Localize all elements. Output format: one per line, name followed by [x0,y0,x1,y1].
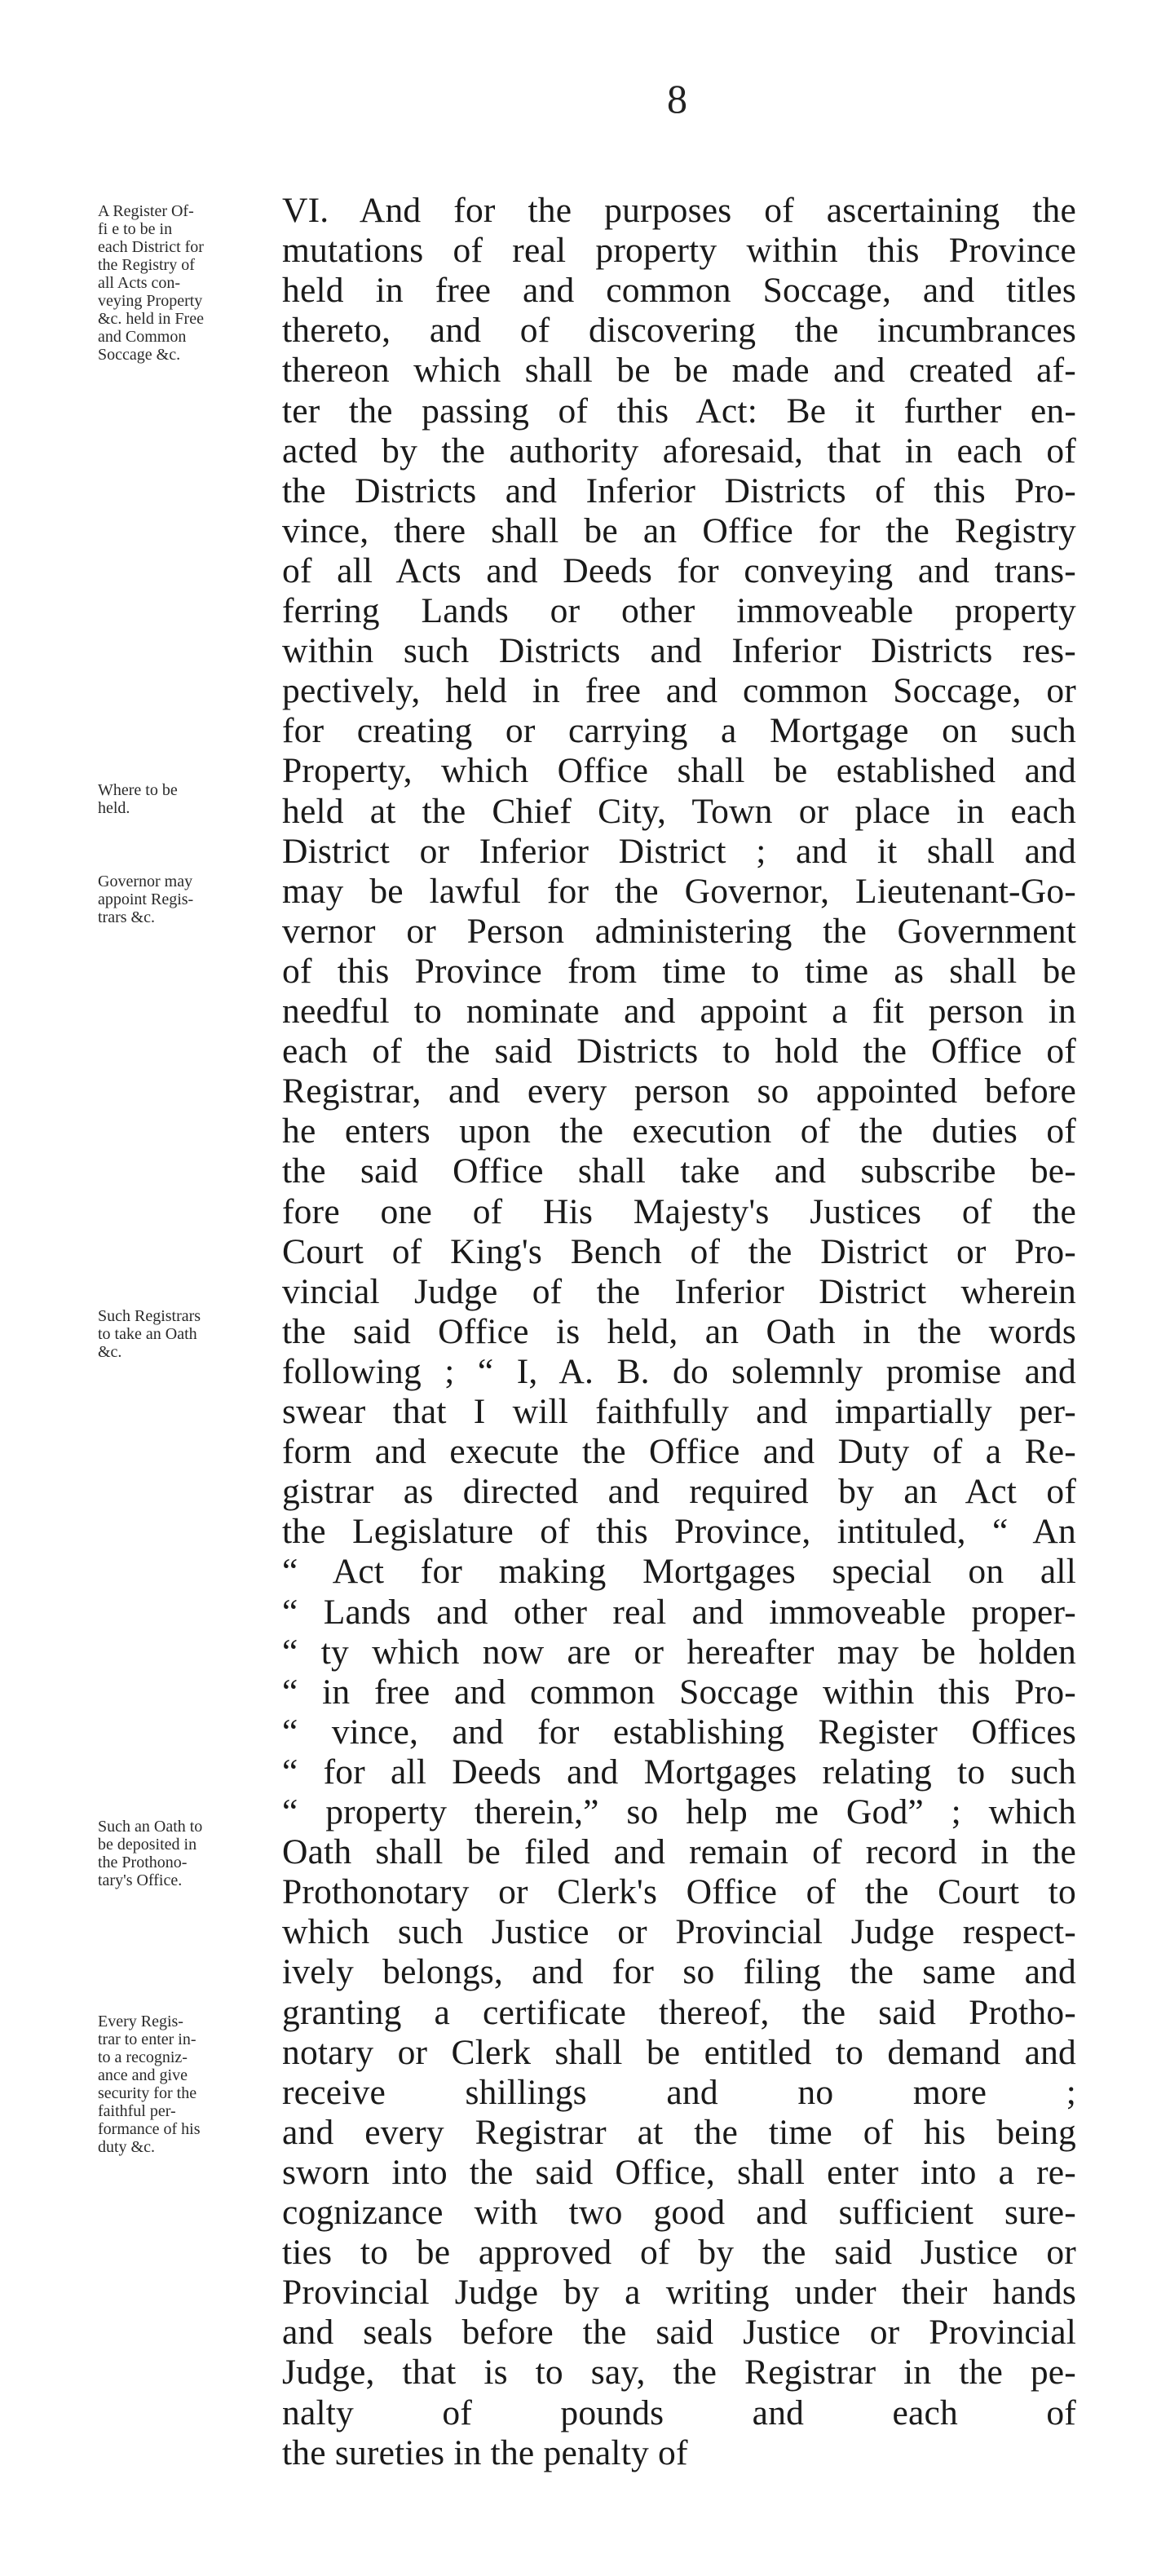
body-line: VI. And for the purposes of ascertaining the [282,191,1076,230]
body-line: the sureties in the penalty of [282,2432,688,2472]
body-line: of this Province from time to time as shall be [282,951,1076,991]
body-line: granting a certificate thereof, the said Protho- [282,1992,1076,2032]
body-line: Oath shall be filed and remain of record in the [282,1832,1076,1872]
margin-note-line: security for the [98,2084,197,2102]
body-line: form and execute the Office and Duty of a Re- [282,1432,1076,1472]
margin-note-line: Such an Oath to [98,1818,203,1836]
body-line: he enters upon the execution of the duties of [282,1111,1076,1151]
margin-note-line: trars &c. [98,908,155,926]
margin-note-line: ance and give [98,2066,188,2084]
margin-note-line: &c. [98,1343,122,1361]
margin-note-line: Soccage &c. [98,346,181,364]
margin-note-line: to take an Oath [98,1325,197,1343]
margin-note-oath-deposited [98,1818,287,1889]
margin-note-governor-appoint [98,873,287,926]
body-line: “ vince, and for establishing Register Offices [282,1712,1076,1752]
margin-note-line: veying Property [98,292,203,310]
body-line: the said Office shall take and subscribe be- [282,1151,1076,1191]
body-line: vince, there shall be an Office for the Registry [282,510,1076,550]
body-line: Prothonotary or Clerk's Office of the Court to [282,1872,1076,1912]
body-line: sworn into the said Office, shall enter into a re- [282,2152,1076,2192]
margin-note-line: appoint Regis- [98,890,194,908]
body-line: gistrar as directed and required by an Act of [282,1472,1076,1512]
margin-note-registrars-oath [98,1307,287,1361]
body-line: pectively, held in free and common Soccage, or [282,671,1076,711]
margin-note-line: Every Regis- [98,2013,183,2030]
body-line: thereto, and of discovering the incumbrances [282,311,1076,351]
body-line: the Legislature of this Province, intituled, “ An [282,1512,1076,1552]
margin-note-line: the Prothono- [98,1854,188,1871]
body-line: ively belongs, and for so filing the same and [282,1952,1076,1992]
body-line: ter the passing of this Act: Be it further en- [282,391,1076,431]
margin-note-line: Where to be [98,781,178,799]
body-line: ferring Lands or other immoveable property [282,591,1076,630]
body-line: held at the Chief City, Town or place in each [282,791,1076,831]
body-line: ties to be approved of by the said Justice or [282,2233,1076,2273]
margin-note-line: and Common [98,328,187,346]
body-line: “ in free and common Soccage within this Pro- [282,1672,1076,1712]
margin-note-line: each District for [98,238,204,256]
margin-note-recognizance [98,2013,287,2156]
margin-note-line: &c. held in Free [98,310,204,328]
body-line: the Districts and Inferior Districts of this Pro- [282,471,1076,510]
body-line: held in free and common Soccage, and titles [282,271,1076,311]
body-line: vernor or Person administering the Government [282,911,1076,951]
body-line: “ Act for making Mortgages special on all [282,1552,1076,1592]
body-line: each of the said Districts to hold the Office of [282,1032,1076,1071]
body-line: “ property therein,” so help me God” ; which [282,1792,1076,1831]
body-line: vincial Judge of the Inferior District wherein [282,1271,1076,1311]
body-line: swear that I will faithfully and impartially per- [282,1392,1076,1431]
body-line: of all Acts and Deeds for conveying and trans- [282,550,1076,590]
margin-note-line: duty &c. [98,2138,155,2156]
margin-note-line: the Registry of [98,256,195,274]
body-line: and every Registrar at the time of his being [282,2112,1076,2152]
body-line: acted by the authority aforesaid, that in each of [282,431,1076,471]
body-line: for creating or carrying a Mortgage on such [282,711,1076,751]
body-line: receive shillings and no more ; [282,2072,1076,2112]
margin-note-line: Governor may [98,873,193,890]
margin-note-line: all Acts con- [98,274,181,292]
body-line: the said Office is held, an Oath in the words [282,1311,1076,1351]
margin-note-line: A Register Of- [98,202,194,220]
body-line: “ for all Deeds and Mortgages relating to such [282,1752,1076,1792]
body-line: “ ty which now are or hereafter may be holden [282,1632,1076,1672]
margin-note-line: formance of his [98,2120,201,2138]
body-line: and seals before the said Justice or Provincial [282,2313,1076,2353]
body-line: cognizance with two good and sufficient sure- [282,2193,1076,2232]
margin-note-registry-office [98,202,287,364]
margin-note-line: to a recogniz- [98,2048,188,2066]
body-line: which such Justice or Provincial Judge respect- [282,1912,1076,1952]
margin-note-line: trar to enter in- [98,2030,196,2048]
margin-note-line: fi e to be in [98,220,173,238]
body-line: Court of King's Bench of the District or Pro- [282,1231,1076,1271]
margin-note-line: Such Registrars [98,1307,201,1325]
body-line: fore one of His Majesty's Justices of the [282,1191,1076,1231]
body-line: nalty of pounds and each of [282,2393,1076,2432]
body-line: notary or Clerk shall be entitled to demand and [282,2032,1076,2072]
body-line: District or Inferior District ; and it shall and [282,831,1076,871]
body-line: thereon which shall be be made and created af- [282,351,1076,391]
body-line: may be lawful for the Governor, Lieutenant-Go- [282,871,1076,911]
body-line: needful to nominate and appoint a fit person in [282,992,1076,1031]
margin-note-line: held. [98,799,130,817]
margin-note-line: be deposited in [98,1836,197,1854]
page-number: 8 [667,76,687,122]
body-line: “ Lands and other real and immoveable proper- [282,1592,1076,1632]
body-line: Property, which Office shall be established and [282,751,1076,791]
body-line: mutations of real property within this Province [282,231,1076,271]
margin-note-line: faithful per- [98,2102,176,2120]
body-line: Provincial Judge by a writing under their hands [282,2273,1076,2313]
margin-note-line: tary's Office. [98,1871,183,1889]
body-line: within such Districts and Inferior Districts res- [282,631,1076,671]
body-line: Registrar, and every person so appointed before [282,1071,1076,1111]
margin-note-where-held [98,781,287,817]
body-line: following ; “ I, A. B. do solemnly promise and [282,1351,1076,1391]
body-line: Judge, that is to say, the Registrar in the pe- [282,2353,1076,2393]
